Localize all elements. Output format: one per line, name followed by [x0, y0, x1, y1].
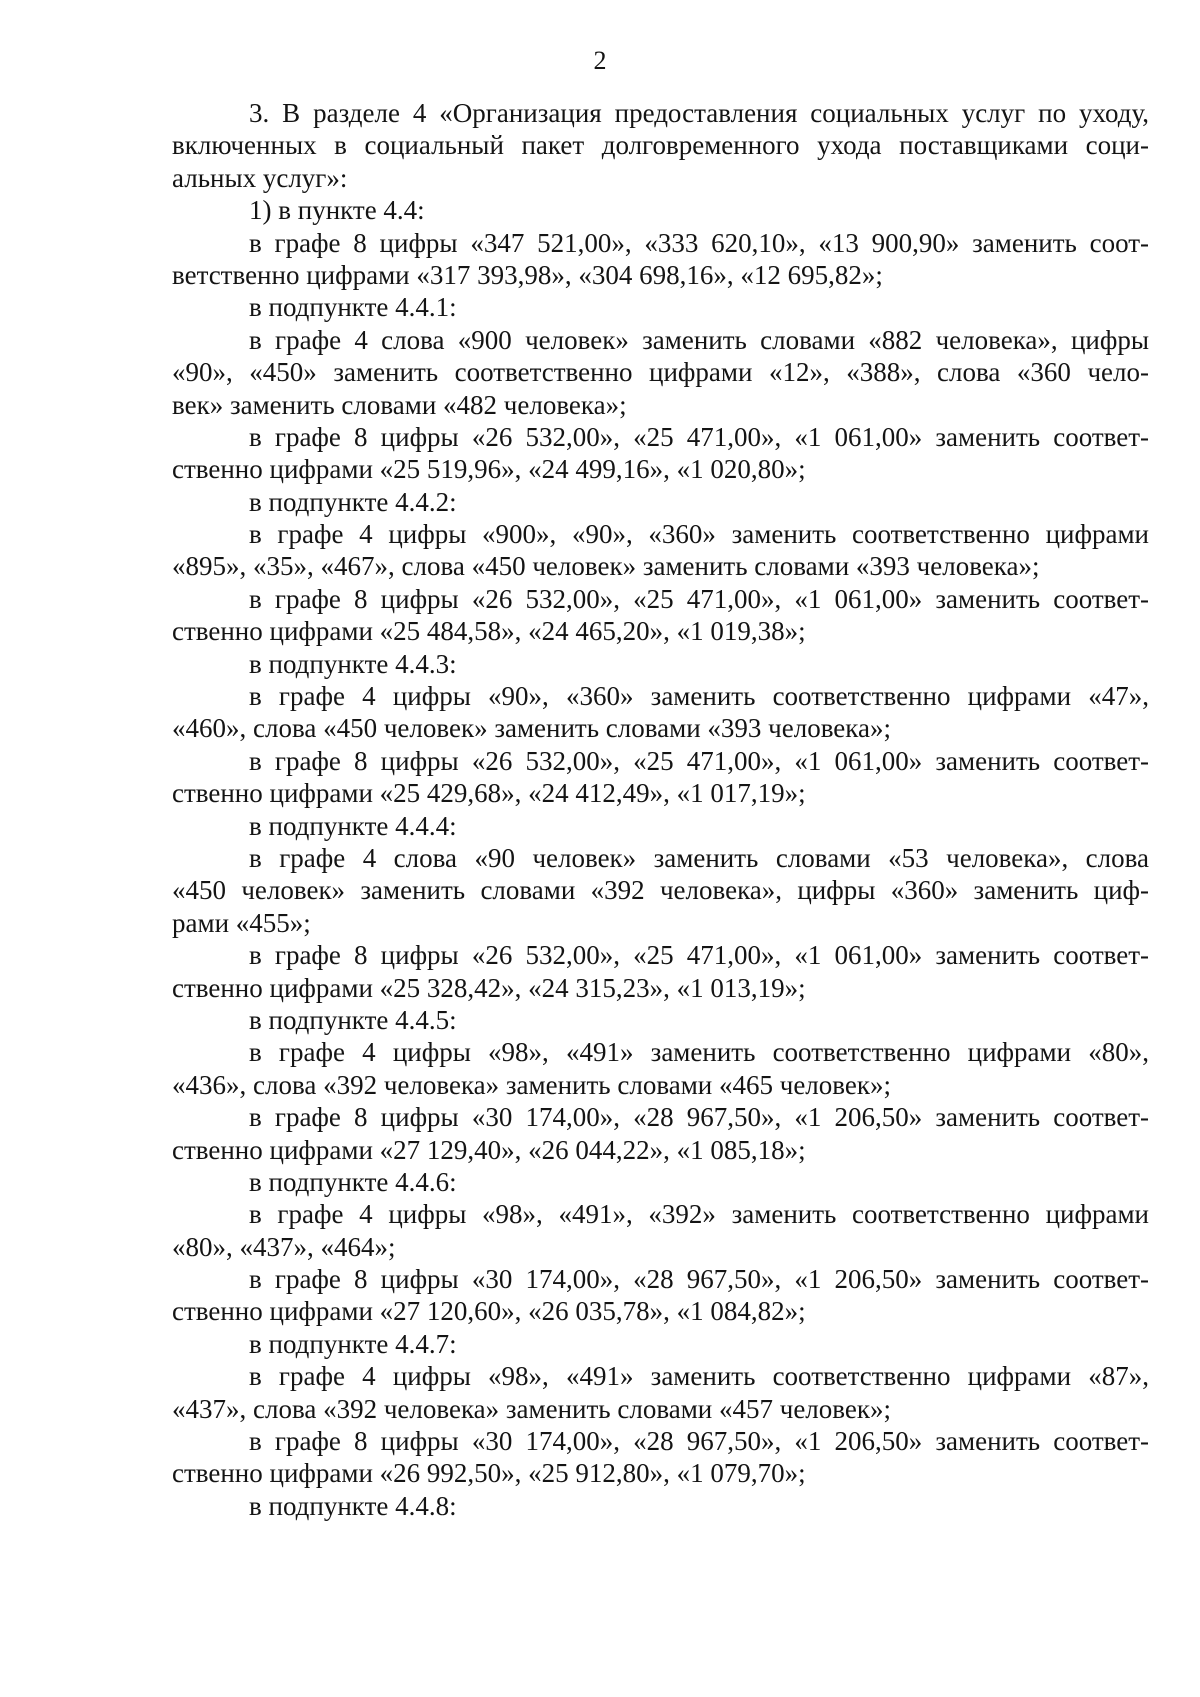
text-line: в графе 8 цифры «347 521,00», «333 620,10», «13 900,90» заменить соот- [249, 227, 1149, 258]
text-line: в графе 8 цифры «26 532,00», «25 471,00», «1 061,00» заменить соответ- [249, 421, 1149, 452]
text-line: рами «455»; [172, 907, 311, 938]
text-line: «90», «450» заменить соответственно цифрами «12», «388», слова «360 чело- [172, 357, 1149, 388]
text-line: век» заменить словами «482 человека»; [172, 389, 627, 420]
text-line: в графе 8 цифры «26 532,00», «25 471,00», «1 061,00» заменить соответ- [249, 940, 1149, 971]
text-line: в подпункте 4.4.6: [249, 1166, 457, 1197]
text-line: в подпункте 4.4.8: [249, 1490, 457, 1521]
text-line: в графе 4 слова «900 человек» заменить словами «882 человека», цифры [249, 324, 1149, 355]
text-line: в графе 8 цифры «30 174,00», «28 967,50», «1 206,50» заменить соответ- [249, 1102, 1149, 1133]
text-line: в графе 4 цифры «98», «491» заменить соответственно цифрами «80», [249, 1037, 1149, 1068]
text-line: «450 человек» заменить словами «392 человека», цифры «360» заменить циф- [172, 875, 1149, 906]
text-line: в графе 4 цифры «900», «90», «360» заменить соответственно цифрами [249, 519, 1149, 550]
text-line: «80», «437», «464»; [172, 1231, 396, 1262]
text-line: ственно цифрами «25 484,58», «24 465,20», «1 019,38»; [172, 616, 806, 647]
text-line: в графе 8 цифры «26 532,00», «25 471,00», «1 061,00» заменить соответ- [249, 745, 1149, 776]
text-line: ственно цифрами «25 519,96», «24 499,16», «1 020,80»; [172, 454, 806, 485]
text-line: в графе 4 слова «90 человек» заменить словами «53 человека», слова [249, 842, 1149, 873]
text-line: в графе 4 цифры «98», «491», «392» заменить соответственно цифрами [249, 1199, 1149, 1230]
text-line: в подпункте 4.4.7: [249, 1328, 457, 1359]
text-line: в графе 8 цифры «30 174,00», «28 967,50», «1 206,50» заменить соответ- [249, 1264, 1149, 1295]
text-line: в графе 8 цифры «26 532,00», «25 471,00», «1 061,00» заменить соответ- [249, 583, 1149, 614]
text-line: ственно цифрами «25 328,42», «24 315,23», «1 013,19»; [172, 972, 806, 1003]
text-line: в подпункте 4.4.4: [249, 810, 457, 841]
text-line: включенных в социальный пакет долговременного ухода поставщиками соци- [172, 130, 1149, 161]
text-line: «460», слова «450 человек» заменить словами «393 человека»; [172, 713, 891, 744]
text-line: в графе 8 цифры «30 174,00», «28 967,50», «1 206,50» заменить соответ- [249, 1426, 1149, 1457]
text-line: 1) в пункте 4.4: [249, 195, 425, 226]
text-line: в подпункте 4.4.1: [249, 292, 457, 323]
text-line: альных услуг»: [172, 162, 348, 193]
text-line: «436», слова «392 человека» заменить словами «465 человек»; [172, 1069, 891, 1100]
text-line: ветственно цифрами «317 393,98», «304 698,16», «12 695,82»; [172, 259, 883, 290]
text-line: ственно цифрами «26 992,50», «25 912,80», «1 079,70»; [172, 1458, 806, 1489]
text-line: в графе 4 цифры «98», «491» заменить соответственно цифрами «87», [249, 1361, 1149, 1392]
text-line: ственно цифрами «27 120,60», «26 035,78», «1 084,82»; [172, 1296, 806, 1327]
text-line: «895», «35», «467», слова «450 человек» заменить словами «393 человека»; [172, 551, 1040, 582]
text-line: в подпункте 4.4.5: [249, 1004, 457, 1035]
text-line: ственно цифрами «27 129,40», «26 044,22», «1 085,18»; [172, 1134, 806, 1165]
text-line: в подпункте 4.4.3: [249, 648, 457, 679]
text-line: «437», слова «392 человека» заменить словами «457 человек»; [172, 1393, 891, 1424]
text-line: в подпункте 4.4.2: [249, 486, 457, 517]
document-body [172, 97, 1149, 1522]
page-number: 2 [593, 46, 607, 75]
text-line: 3. В разделе 4 «Организация предоставления социальных услуг по уходу, [249, 98, 1149, 128]
text-line: ственно цифрами «25 429,68», «24 412,49», «1 017,19»; [172, 778, 806, 809]
text-line: в графе 4 цифры «90», «360» заменить соответственно цифрами «47», [249, 681, 1149, 712]
